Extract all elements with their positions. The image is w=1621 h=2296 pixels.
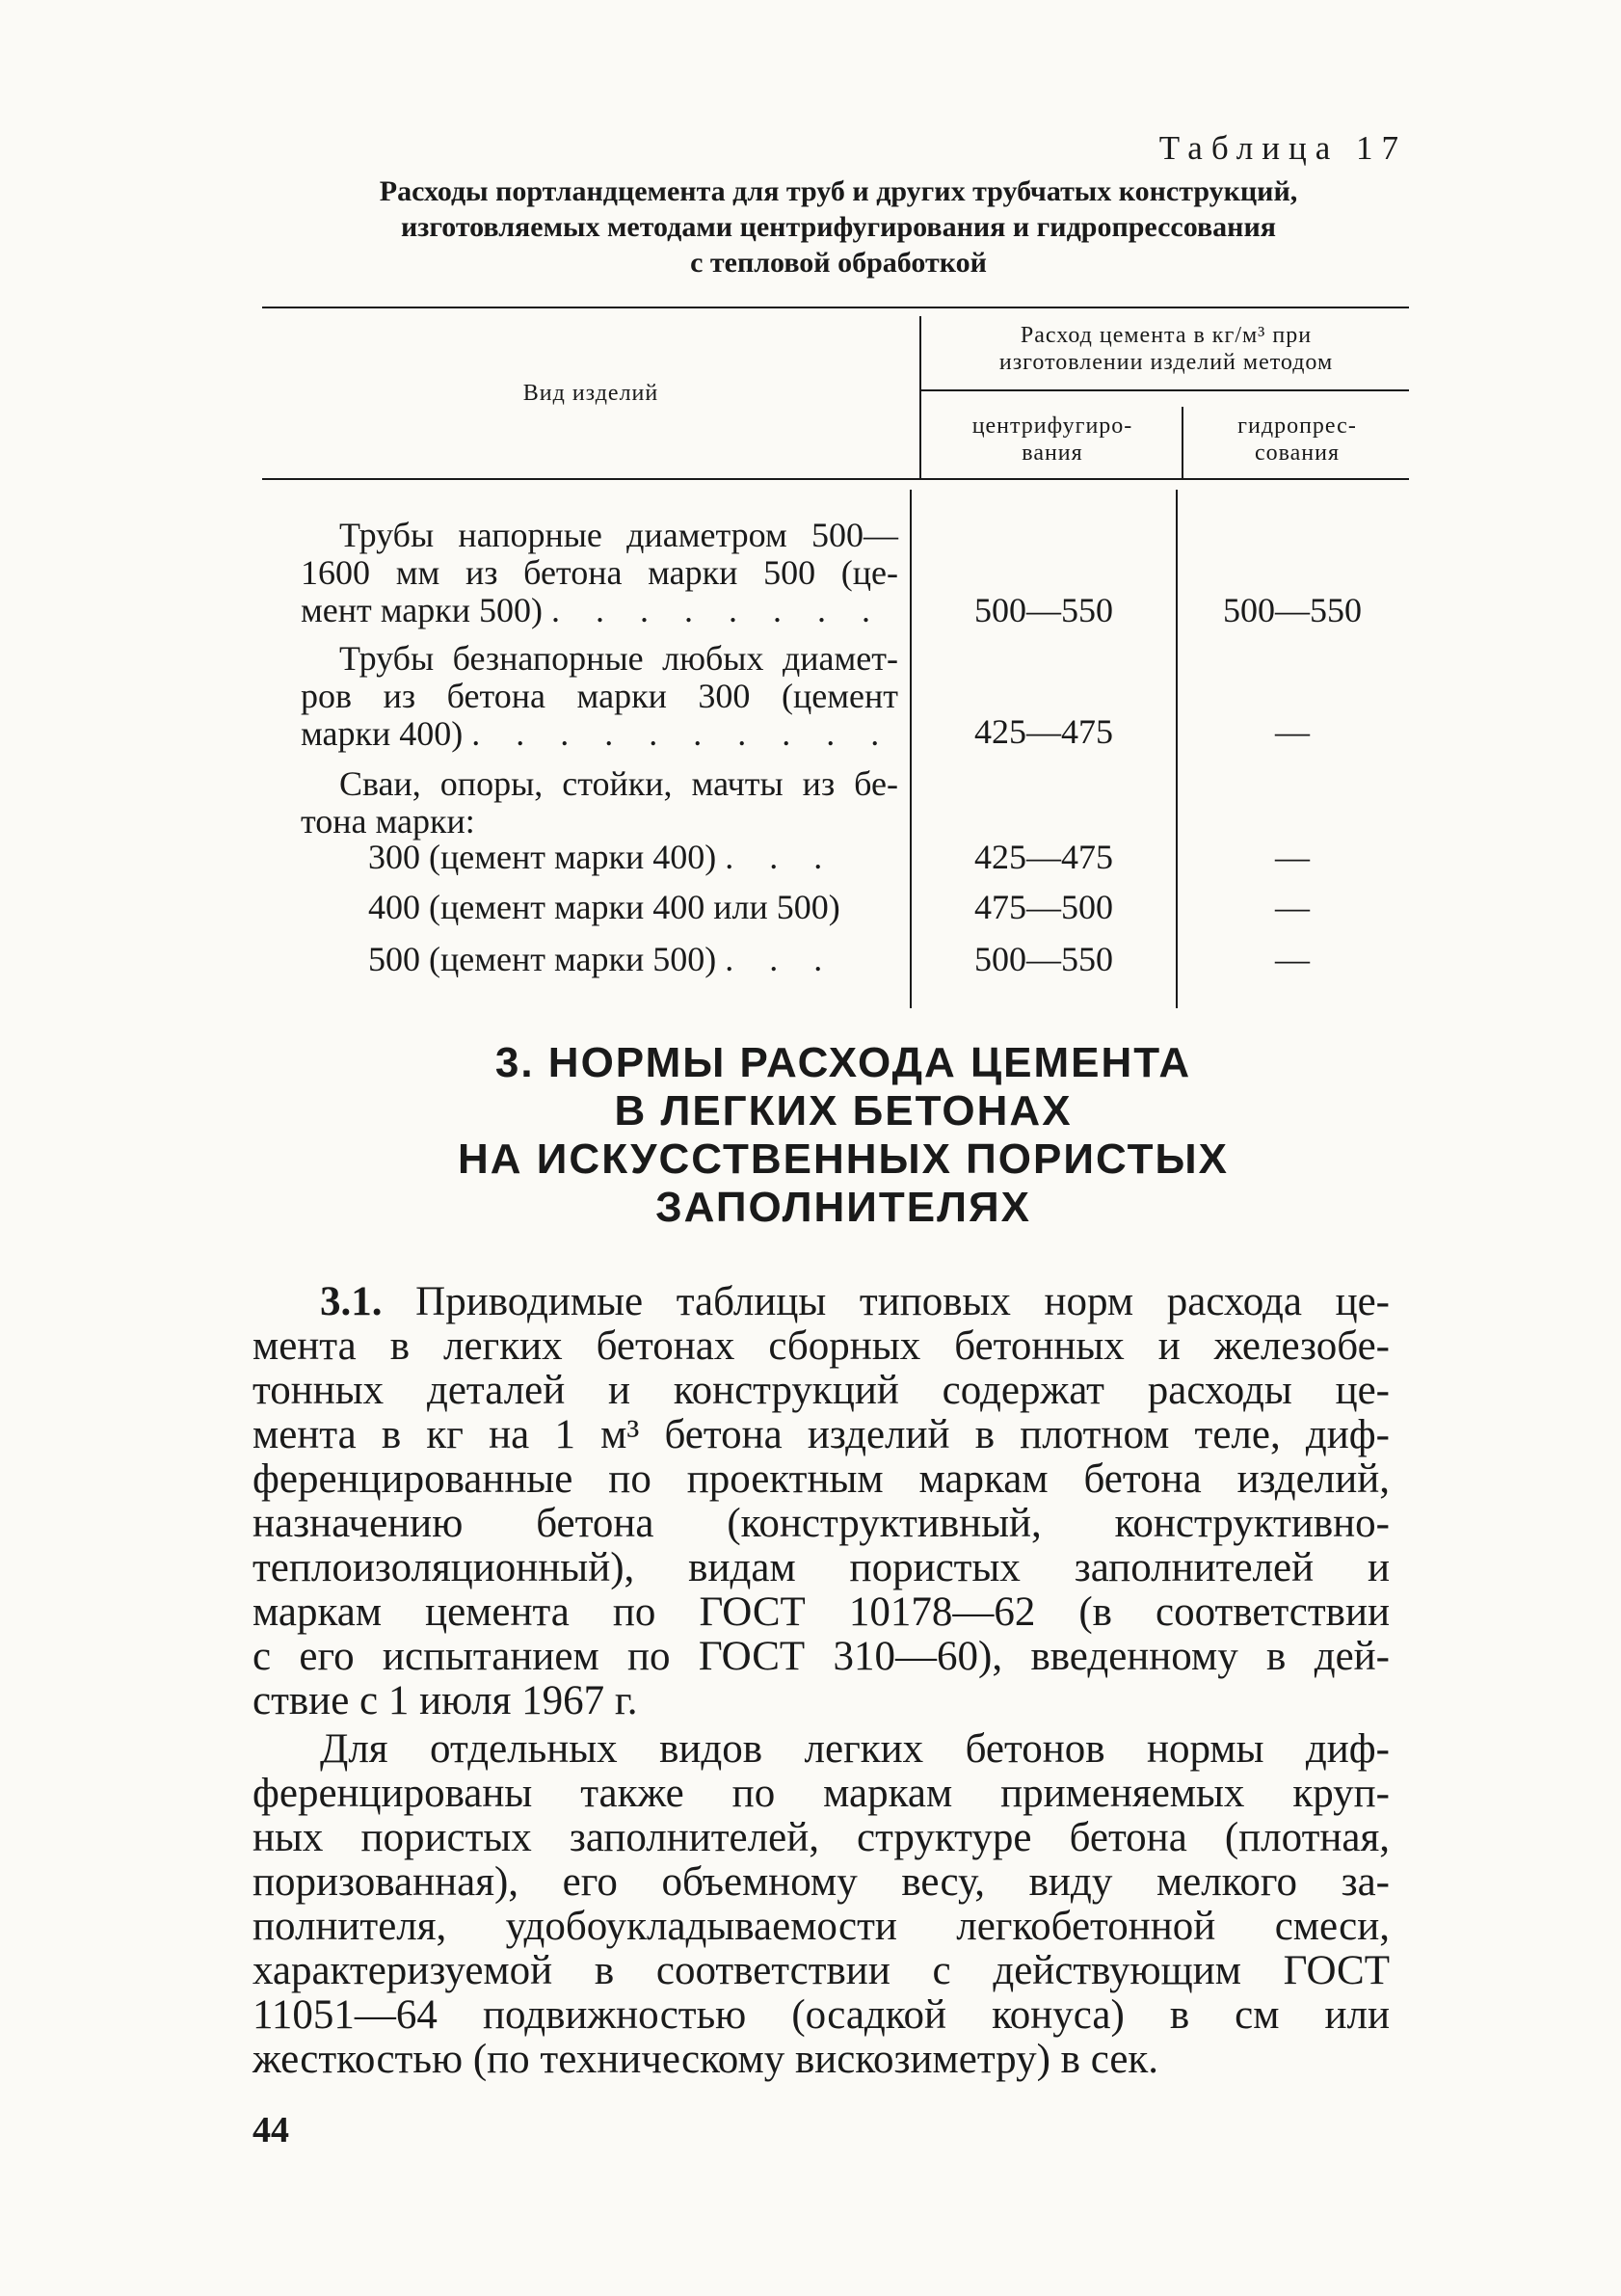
header-hydropressing [1185,413,1409,467]
page-number: 44 [252,2110,289,2150]
paragraph-line: теплоизоляционный), видам пористых заполнителей и [252,1545,1390,1590]
cement-consumption-table [262,307,1409,1010]
header-group-line: Расход цемента в кг/м³ при [1020,323,1313,348]
leader-dots: . . . [725,838,837,876]
header-col-line: центрифугиро- [971,414,1133,439]
row-label-line [301,592,898,629]
paragraph-line: ствие с 1 июля 1967 г. [252,1678,638,1723]
table-top-rule [262,307,1409,308]
row-piles-supports [301,765,898,841]
header-cement-consumption [923,322,1409,376]
header-col-line: вания [1022,441,1083,466]
leader-dots: . . . . . . . . [551,591,885,629]
table-title [260,174,1417,280]
paragraph-line: мента в легких бетонах сборных бетонных и железобе- [252,1323,1390,1369]
row-label-line: Трубы напорные диаметром 500— [339,516,898,554]
paragraph-line: характеризуемой в соответствии с действующим ГОСТ [252,1948,1390,1993]
table-title-line: с тепловой обработкой [690,247,987,279]
cell-hydropressing: 500—550 [1223,591,1362,629]
cell-hydropressing: — [1275,888,1310,926]
paragraph-line: 11051—64 подвижностью (осадкой конуса) в см или [252,1992,1390,2038]
table-col-divider [1182,407,1183,478]
row-grade-300 [301,839,898,876]
paragraph-line: жесткостью (по техническому вискозиметру) в сек. [252,2037,1159,2082]
section-heading [270,1039,1417,1232]
table-title-line: изготовляемых методами центрифугирования и гидропрессования [401,211,1276,243]
row-label-line: Сваи, опоры, стойки, мачты из бе- [339,764,898,803]
header-centrifuging [923,413,1182,467]
row-label-line: 400 (цемент марки 400 или 500) [368,888,840,926]
row-grade-500 [301,941,898,978]
header-product-type: Вид изделий [522,381,659,406]
paragraph-line: Для отдельных видов легких бетонов нормы диф- [320,1726,1390,1772]
row-label-line: Трубы безнапорные любых диамет- [339,639,898,678]
section-heading-line: В ЛЕГКИХ БЕТОНАХ [614,1087,1073,1135]
cell-centrifuging: 475—500 [974,888,1113,926]
cell-hydropressing: — [1275,712,1310,751]
paragraph-line [252,1280,1390,1324]
row-label-text: 300 (цемент марки 400) [368,838,717,876]
paragraph-line: ференцированные по проектным маркам бетона изделий, [252,1456,1390,1502]
row-label-line [301,941,898,978]
table-header-group-rule [919,389,1409,391]
cell-centrifuging: 500—550 [974,940,1113,978]
paragraph-line: тонных деталей и конструкций содержат расходы це- [252,1368,1390,1413]
row-pressure-pipes [301,517,898,629]
row-label-line: ров из бетона марки 300 (цемент [301,677,898,715]
table-number: Таблица 17 [1158,129,1407,167]
row-grade-400 [301,889,898,926]
header-group-line: изготовлении изделий методом [998,350,1334,375]
cell-hydropressing: — [1275,940,1310,978]
paragraph-line: поризованная), его объемному весу, виду мелкого за- [252,1859,1390,1905]
row-label-text: марки 400) [301,714,464,753]
cell-centrifuging: 500—550 [974,591,1113,629]
table-col-divider [919,316,921,478]
paragraph-line: мента в кг на 1 м³ бетона изделий в плотном теле, диф- [252,1412,1390,1457]
section-heading-line: ЗАПОЛНИТЕЛЯХ [655,1184,1031,1231]
row-label-line: тона марки: [301,802,475,841]
paragraph-line: ных пористых заполнителей, структуре бетона (плотная, [252,1815,1390,1860]
paragraph-line: полнителя, удобоукладываемости легкобетонной смеси, [252,1904,1390,1949]
row-label-line [301,839,898,876]
cell-hydropressing: — [1275,838,1310,876]
paragraph-line: маркам цемента по ГОСТ 10178—62 (в соответствии [252,1589,1390,1635]
table-title-line: Расходы портландцемента для труб и других трубчатых конструкций, [379,175,1298,207]
leader-dots: . . . [725,940,837,978]
paragraph-line: ференцированы также по маркам применяемых круп- [252,1771,1390,1816]
header-col-line: гидропрес- [1237,414,1357,439]
leader-dots: . . . . . . . . . . [471,714,893,753]
header-col-line: сования [1254,441,1341,466]
cell-centrifuging: 425—475 [974,712,1113,751]
section-heading-line: НА ИСКУССТВЕННЫХ ПОРИСТЫХ [458,1135,1229,1183]
paragraph-3-1-continued [252,1727,1390,2082]
paragraph-line: с его испытанием по ГОСТ 310—60), введенному в дей- [252,1634,1390,1679]
paragraph-number: 3.1. [320,1279,383,1324]
table-header-bottom-rule [262,478,1409,480]
paragraph-line: назначению бетона (конструктивный, конструктивно- [252,1501,1390,1546]
row-label-line [301,715,898,753]
paragraph-3-1 [252,1280,1390,1723]
row-label-line: 1600 мм из бетона марки 500 (це- [301,553,898,592]
row-label-text: мент марки 500) [301,591,544,629]
paragraph-text: Приводимые таблицы типовых норм расхода це- [415,1279,1390,1324]
row-non-pressure-pipes [301,640,898,753]
cell-centrifuging: 425—475 [974,838,1113,876]
section-heading-line: 3. НОРМЫ РАСХОДА ЦЕМЕНТА [494,1039,1192,1086]
row-label-text: 500 (цемент марки 500) [368,940,717,978]
